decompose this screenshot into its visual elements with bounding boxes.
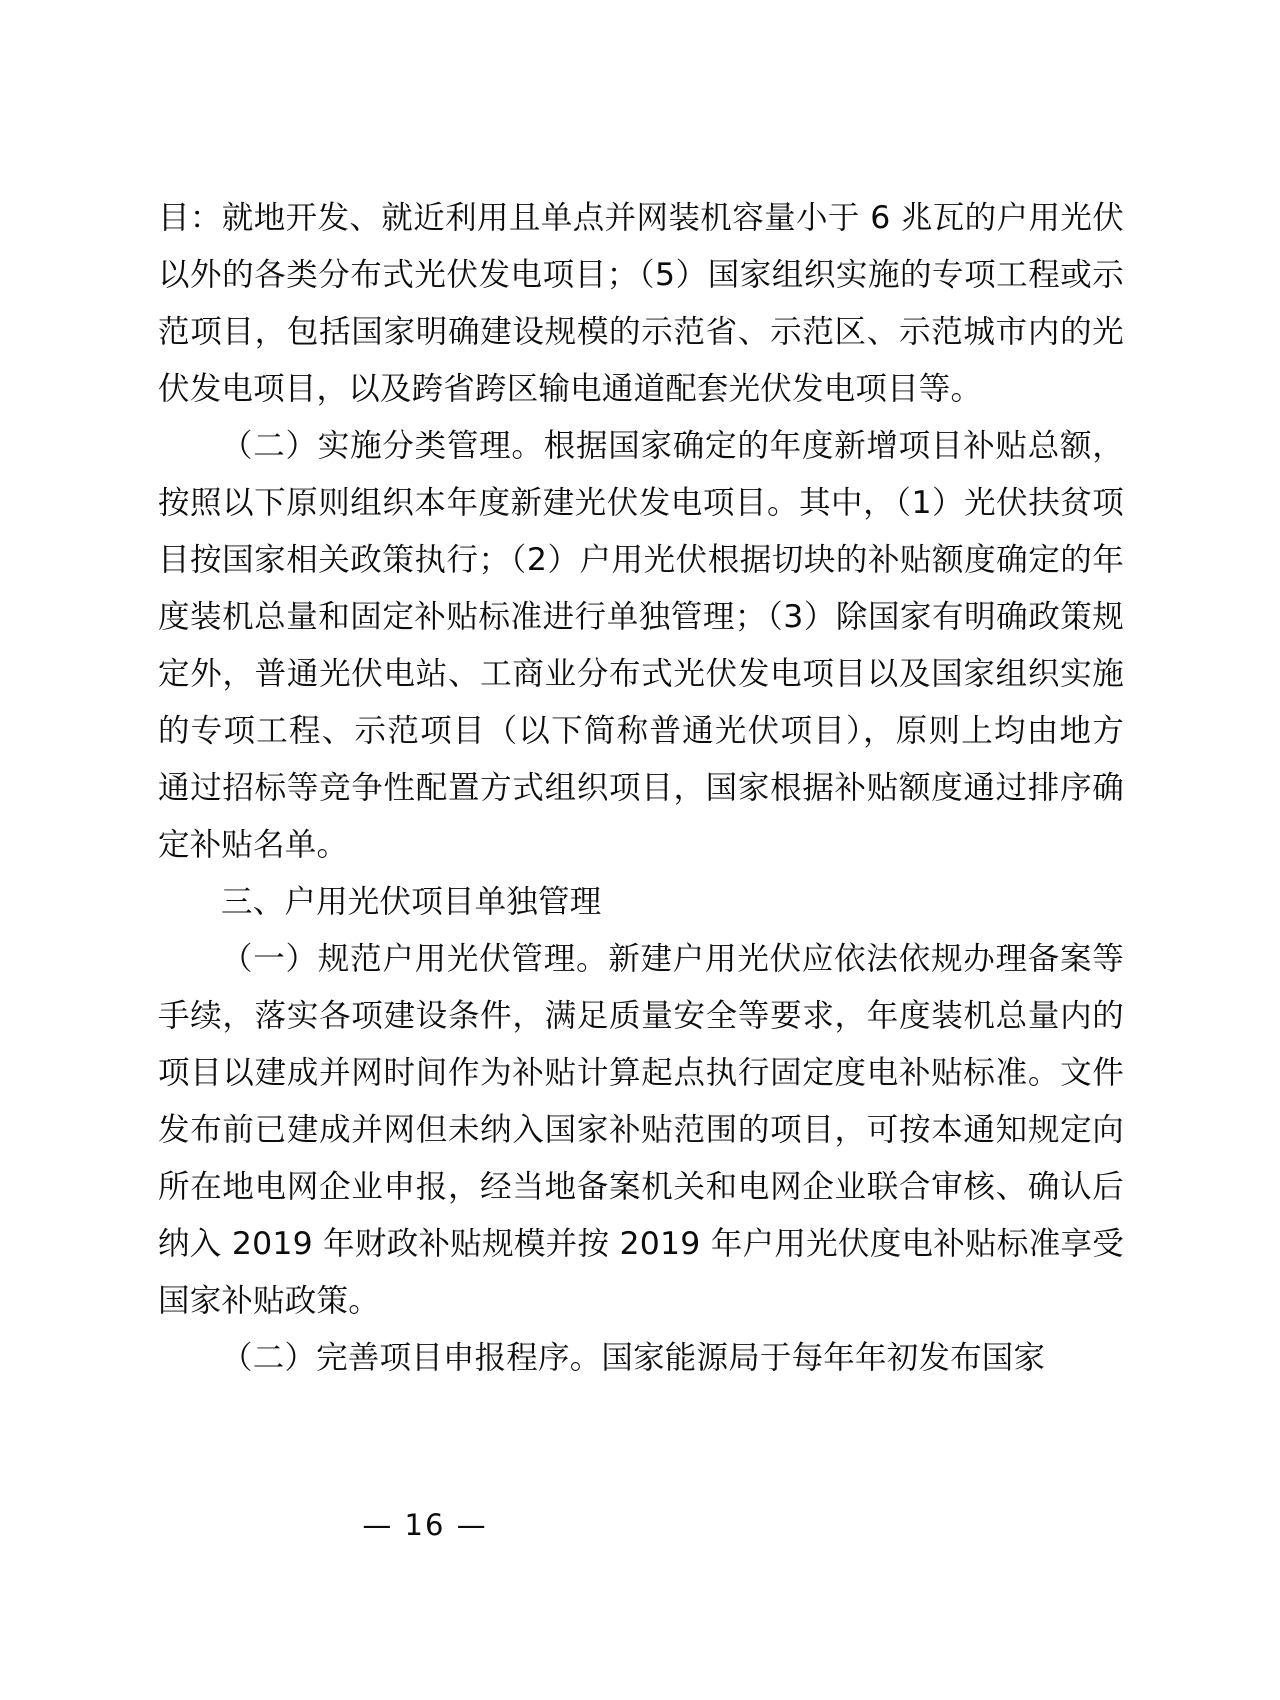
page-number: — 16 — bbox=[362, 1508, 488, 1542]
page-footer bbox=[0, 1508, 1280, 1542]
document-body bbox=[158, 190, 1124, 1387]
paragraph-5: （二）完善项目申报程序。国家能源局于每年年初发布国家 bbox=[221, 1340, 1046, 1376]
paragraph-4: （一）规范户用光伏管理。新建户用光伏应依法依规办理备案等手续，落实各项建设条件，满足质量安全等要求，年度装机总量内的项目以建成并网时间作为补贴计算起点执行固定度电补贴标准。文件发布前已建成并网但未纳入国家补贴范围的项目，可按本通知规定向所在地电网企业申报，经当地备案机关和电网企业联合审核、确认后纳入 2019 年财政补贴规模并按 2019 年户用光伏度电补贴标准享受国家补贴政策。 bbox=[158, 941, 1124, 1319]
section-heading-3: 三、户用光伏项目单独管理 bbox=[221, 884, 602, 920]
paragraph-1: 目：就地开发、就近利用且单点并网装机容量小于 6 兆瓦的户用光伏以外的各类分布式光伏发电项目；（5）国家组织实施的专项工程或示范项目，包括国家明确建设规模的示范省、示范区、示范城市内的光伏发电项目，以及跨省跨区输电通道配套光伏发电项目等。 bbox=[158, 200, 1124, 407]
paragraph-2: （二）实施分类管理。根据国家确定的年度新增项目补贴总额，按照以下原则组织本年度新建光伏发电项目。其中，（1）光伏扶贫项目按国家相关政策执行；（2）户用光伏根据切块的补贴额度确定的年度装机总量和固定补贴标准进行单独管理；（3）除国家有明确政策规定外，普通光伏电站、工商业分布式光伏发电项目以及国家组织实施的专项工程、示范项目（以下简称普通光伏项目），原则上均由地方通过招标等竞争性配置方式组织项目，国家根据补贴额度通过排序确定补贴名单。 bbox=[158, 428, 1124, 863]
